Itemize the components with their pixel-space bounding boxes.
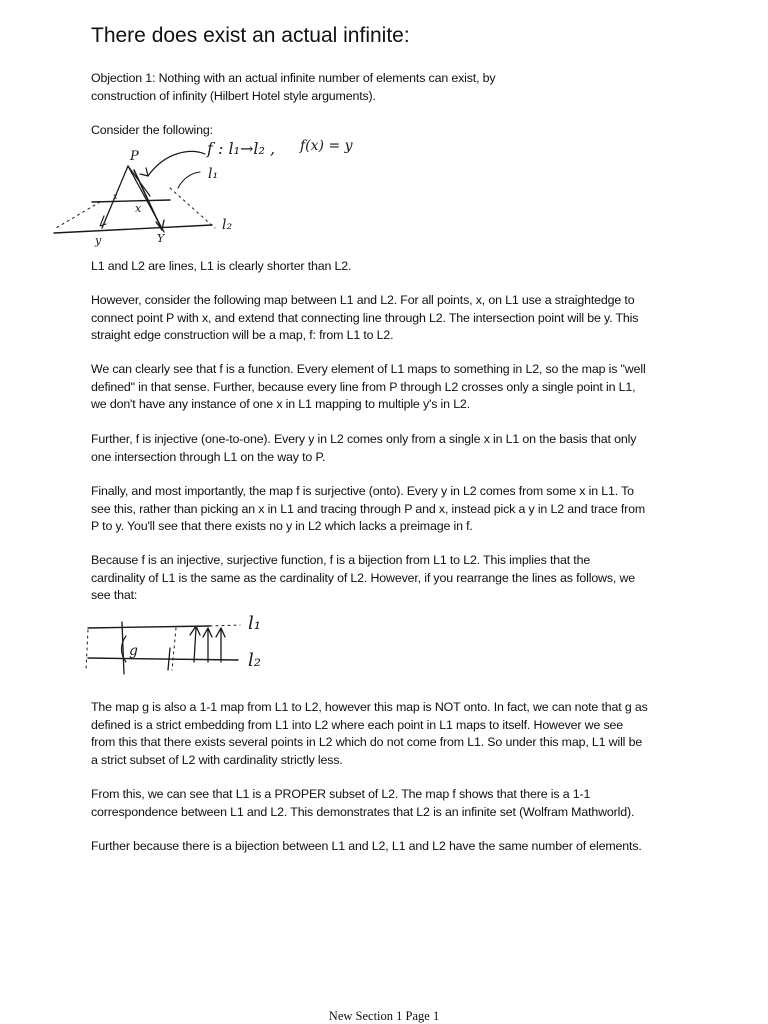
line-l1-dotted [210, 625, 240, 626]
text-line: correspondence between L1 and L2. This demonstrates that L2 is an infinite set (Wolfram Mathworld). [91, 804, 635, 819]
text-line: cardinality of L1 is the same as the cardinality of L2. However, if you rearrange the lines as follows, we [91, 570, 636, 585]
fx-label: f(x) = y [300, 138, 353, 154]
text-line: P to y. You'll see that there exists no y in L2 which lacks a preimage in f. [91, 519, 473, 533]
text-line: From this, we can see that L1 is a PROPER subset of L2. The map f shows that there is a 1-1 [91, 787, 591, 801]
dotted-mid-vertical [172, 628, 176, 670]
tick-left [122, 622, 124, 674]
function-label: f : l₁→l₂ , [207, 139, 276, 158]
bijection-paragraph [91, 552, 681, 605]
sketch-embedding-diagram [80, 608, 280, 686]
text-line: we don't have any instance of one x in L1 mapping to multiple y's in L2. [91, 397, 470, 411]
g-label: g [129, 643, 138, 659]
text-line: one intersection through L1 on the way to P. [91, 449, 326, 464]
text-line: see this, rather than picking an x in L1 and tracing through P and x, instead pick a y in L2 and trace from [91, 501, 646, 516]
map-paragraph [91, 292, 681, 345]
up-arrow-3 [216, 628, 225, 662]
dotted-right [170, 188, 215, 228]
triangle-left-side [102, 166, 128, 228]
objection-line: Objection 1: Nothing with an actual infinite number of elements can exist, by [91, 71, 496, 85]
line2-label: l₂ [248, 650, 261, 671]
consider-text: Consider the following: [91, 123, 213, 137]
dotted-left-vertical [86, 630, 88, 670]
surjective-paragraph [91, 483, 681, 536]
line1-label: l₁ [248, 613, 261, 634]
line-l2 [54, 225, 212, 233]
final-paragraph [91, 838, 681, 856]
proper-subset-paragraph [91, 786, 681, 821]
page-footer: New Section 1 Page 1 [328, 1009, 440, 1023]
text-line: Further, f is injective (one-to-one). Every y in L2 comes only from a single x in L1 on the basis that only [91, 432, 637, 446]
up-arrow-1 [190, 626, 200, 662]
line-l1 [92, 200, 170, 202]
text-line: The map g is also a 1-1 map from L1 to L2, however this map is NOT onto. In fact, we can note that g as [91, 700, 648, 714]
text-line: a strict subset of L2 with cardinality strictly less. [91, 752, 343, 767]
objection-line: construction of infinity (Hilbert Hotel style arguments). [91, 88, 376, 103]
y-right-label: Y [157, 232, 165, 245]
x-mark: x [135, 202, 142, 215]
text-line: straight edge construction will be a map, f: from L1 to L2. [91, 328, 394, 342]
y-left-label: y [95, 234, 102, 247]
text-line: from this that there exists several points in L2 which do not come from L1. So under this map, L1 will be [91, 735, 643, 749]
g-map-paragraph [91, 699, 681, 769]
text-line: see that: [91, 588, 138, 602]
injective-paragraph [91, 431, 681, 466]
page-title: There does exist an actual infinite: [91, 24, 410, 47]
l1-hook [178, 172, 200, 188]
text-line: Finally, and most importantly, the map f is surjective (onto). Every y in L2 comes from some x in L1. To [91, 484, 634, 498]
dotted-left [56, 202, 100, 228]
text-line: We can clearly see that f is a function. Every element of L1 maps to something in L2, so the map is "well [91, 362, 646, 376]
text-line: defined is a strict embedding from L1 into L2 where each point in L1 maps to itself. However we see [91, 717, 624, 732]
objection-paragraph [91, 70, 681, 105]
text-line: Further because there is a bijection between L1 and L2, L1 and L2 have the same number of elements. [91, 839, 642, 853]
line2-label: l₂ [222, 217, 233, 233]
text-line: Because f is an injective, surjective function, f is a bijection from L1 to L2. This implies that the [91, 553, 591, 567]
x-mark-small: x [113, 192, 118, 201]
text-line: connect point P with x, and extend that connecting line through L2. The intersection point will be y. This [91, 310, 639, 325]
line1-label: l₁ [208, 166, 219, 182]
pointer-arrowhead [140, 168, 148, 176]
text-line: L1 and L2 are lines, L1 is clearly shorter than L2. [91, 259, 352, 273]
line-l2 [88, 658, 238, 660]
point-p-label: P [130, 149, 139, 164]
sketch-bijection-diagram [40, 128, 370, 248]
line-l1 [88, 626, 210, 628]
text-line: defined" in that sense. Further, because every line from P through L2 crosses only a single point in L1, [91, 379, 636, 394]
function-paragraph [91, 361, 681, 414]
up-arrow-2 [203, 628, 212, 662]
lines-paragraph [91, 258, 681, 276]
text-line: However, consider the following map between L1 and L2. For all points, x, on L1 use a straightedge to [91, 293, 635, 307]
